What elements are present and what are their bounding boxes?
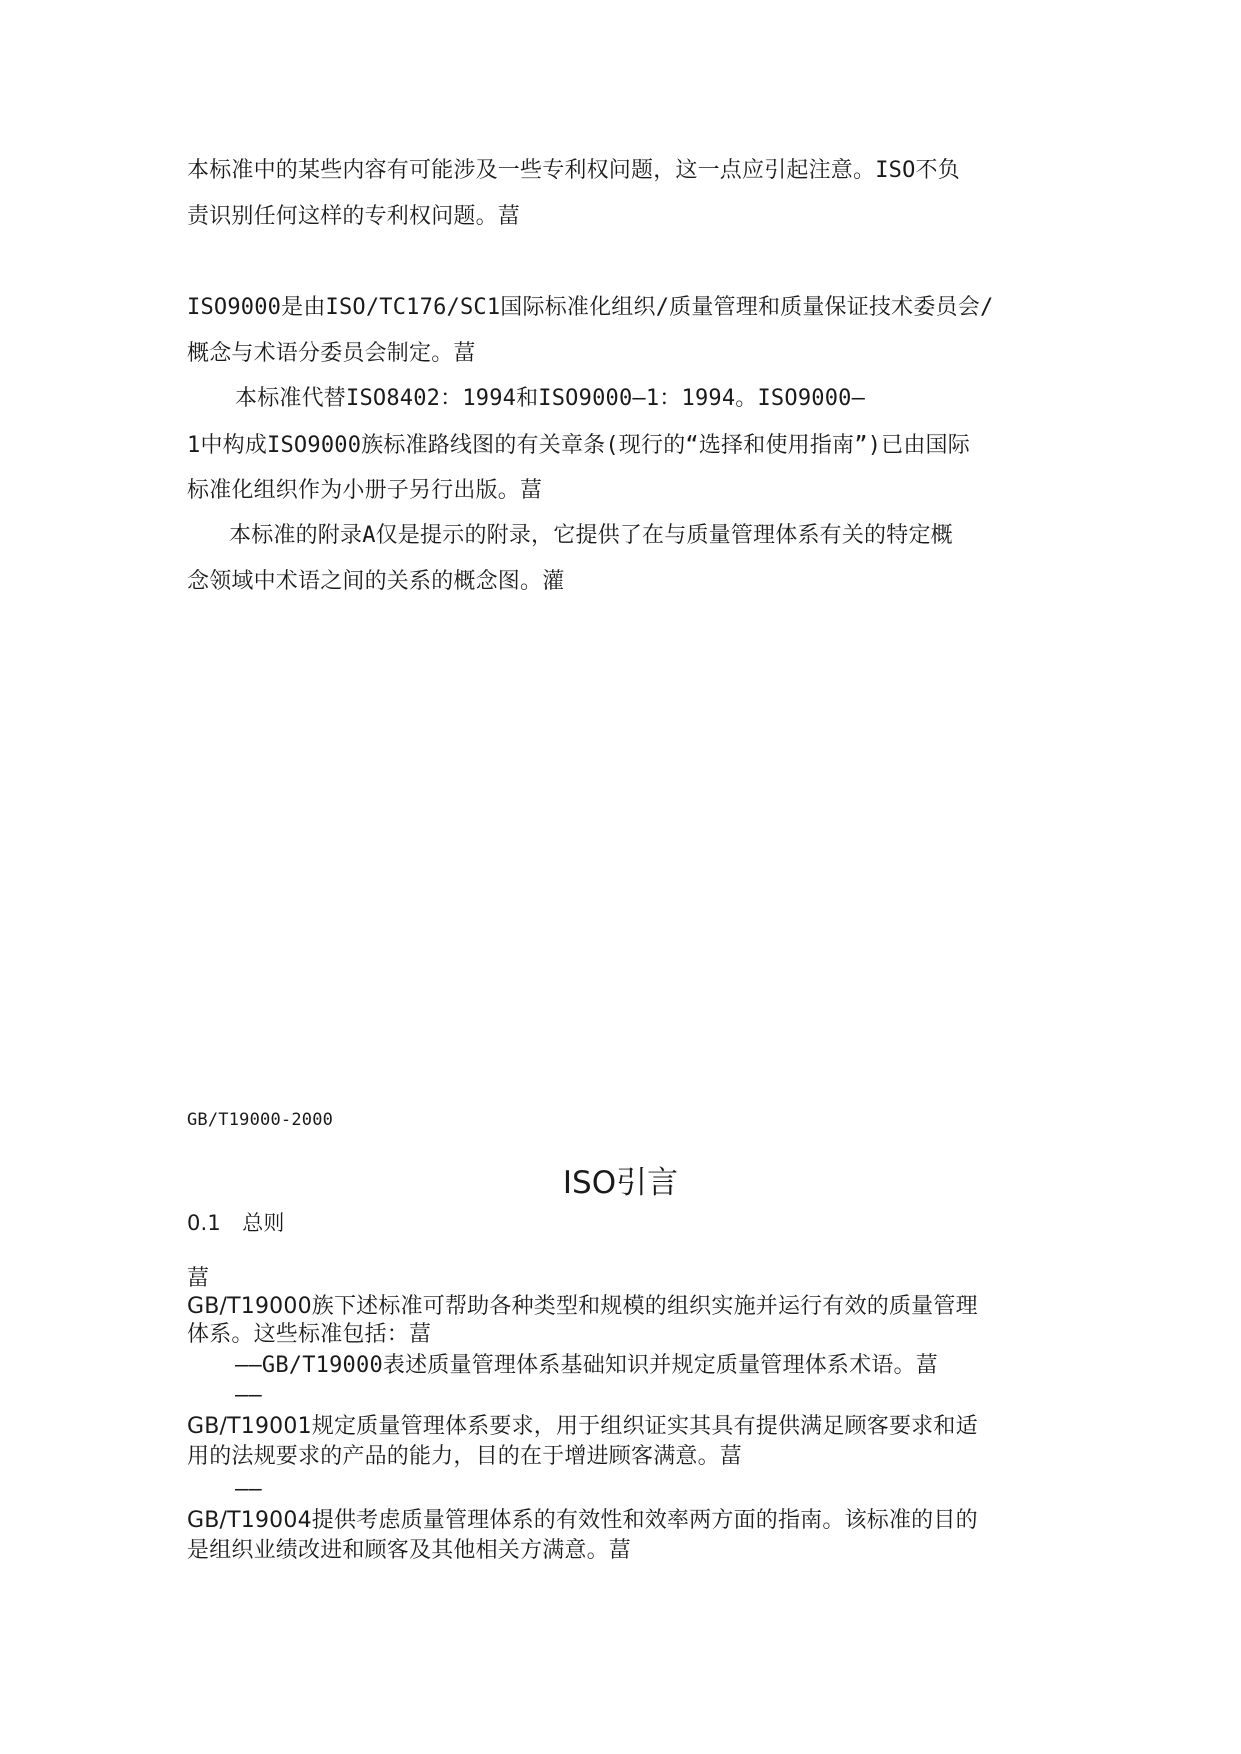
section-heading: 0.1 总则 (187, 1211, 285, 1235)
mark-line: 葍 (187, 1266, 210, 1291)
paragraph-patent-line-2: 责识别任何这样的专利权问题。葍 (187, 204, 521, 229)
list-item-19001-line-1: GB/T19001规定质量管理体系要求，用于组织证实其具有提供满足顾客要求和适 (187, 1414, 978, 1439)
document-code: GB/T19000-2000 (187, 1110, 334, 1130)
paragraph-origin-line-2: 概念与术语分委员会制定。葍 (187, 341, 476, 366)
paragraph-annex-line-1: 本标准的附录A仅是提示的附录，它提供了在与质量管理体系有关的特定概 (229, 523, 953, 548)
list-item-19000: ——GB/T19000表述质量管理体系基础知识并规定质量管理体系术语。葍 (235, 1353, 938, 1378)
paragraph-patent-line-1: 本标准中的某些内容有可能涉及一些专利权问题，这一点应引起注意。ISO不负 (187, 158, 960, 183)
list-item-19001-dash: —— (235, 1383, 262, 1408)
paragraph-replace-line-3: 标准化组织作为小册子另行出版。葍 (187, 478, 543, 503)
section-title: ISO引言 (562, 1165, 679, 1201)
paragraph-origin-line-1: ISO9000是由ISO/TC176/SC1国际标准化组织/质量管理和质量保证技术委员会/ (187, 295, 994, 320)
intro-line-1: GB/T19000族下述标准可帮助各种类型和规模的组织实施并运行有效的质量管理 (187, 1294, 978, 1319)
intro-line-2: 体系。这些标准包括：葍 (187, 1322, 432, 1347)
list-item-19004-line-1: GB/T19004提供考虑质量管理体系的有效性和效率两方面的指南。该标准的目的 (187, 1508, 978, 1533)
paragraph-annex-line-2: 念领域中术语之间的关系的概念图。灌 (187, 569, 565, 594)
list-item-19004-dash: —— (235, 1477, 262, 1502)
paragraph-replace-line-2: 1中构成ISO9000族标准路线图的有关章条(现行的“选择和使用指南”)已由国际 (187, 433, 970, 458)
paragraph-replace-line-1: 本标准代替ISO8402：1994和ISO9000—1：1994。ISO9000— (235, 386, 866, 411)
list-item-19001-line-2: 用的法规要求的产品的能力，目的在于增进顾客满意。葍 (187, 1444, 743, 1469)
list-item-19004-line-2: 是组织业绩改进和顾客及其他相关方满意。葍 (187, 1538, 632, 1563)
